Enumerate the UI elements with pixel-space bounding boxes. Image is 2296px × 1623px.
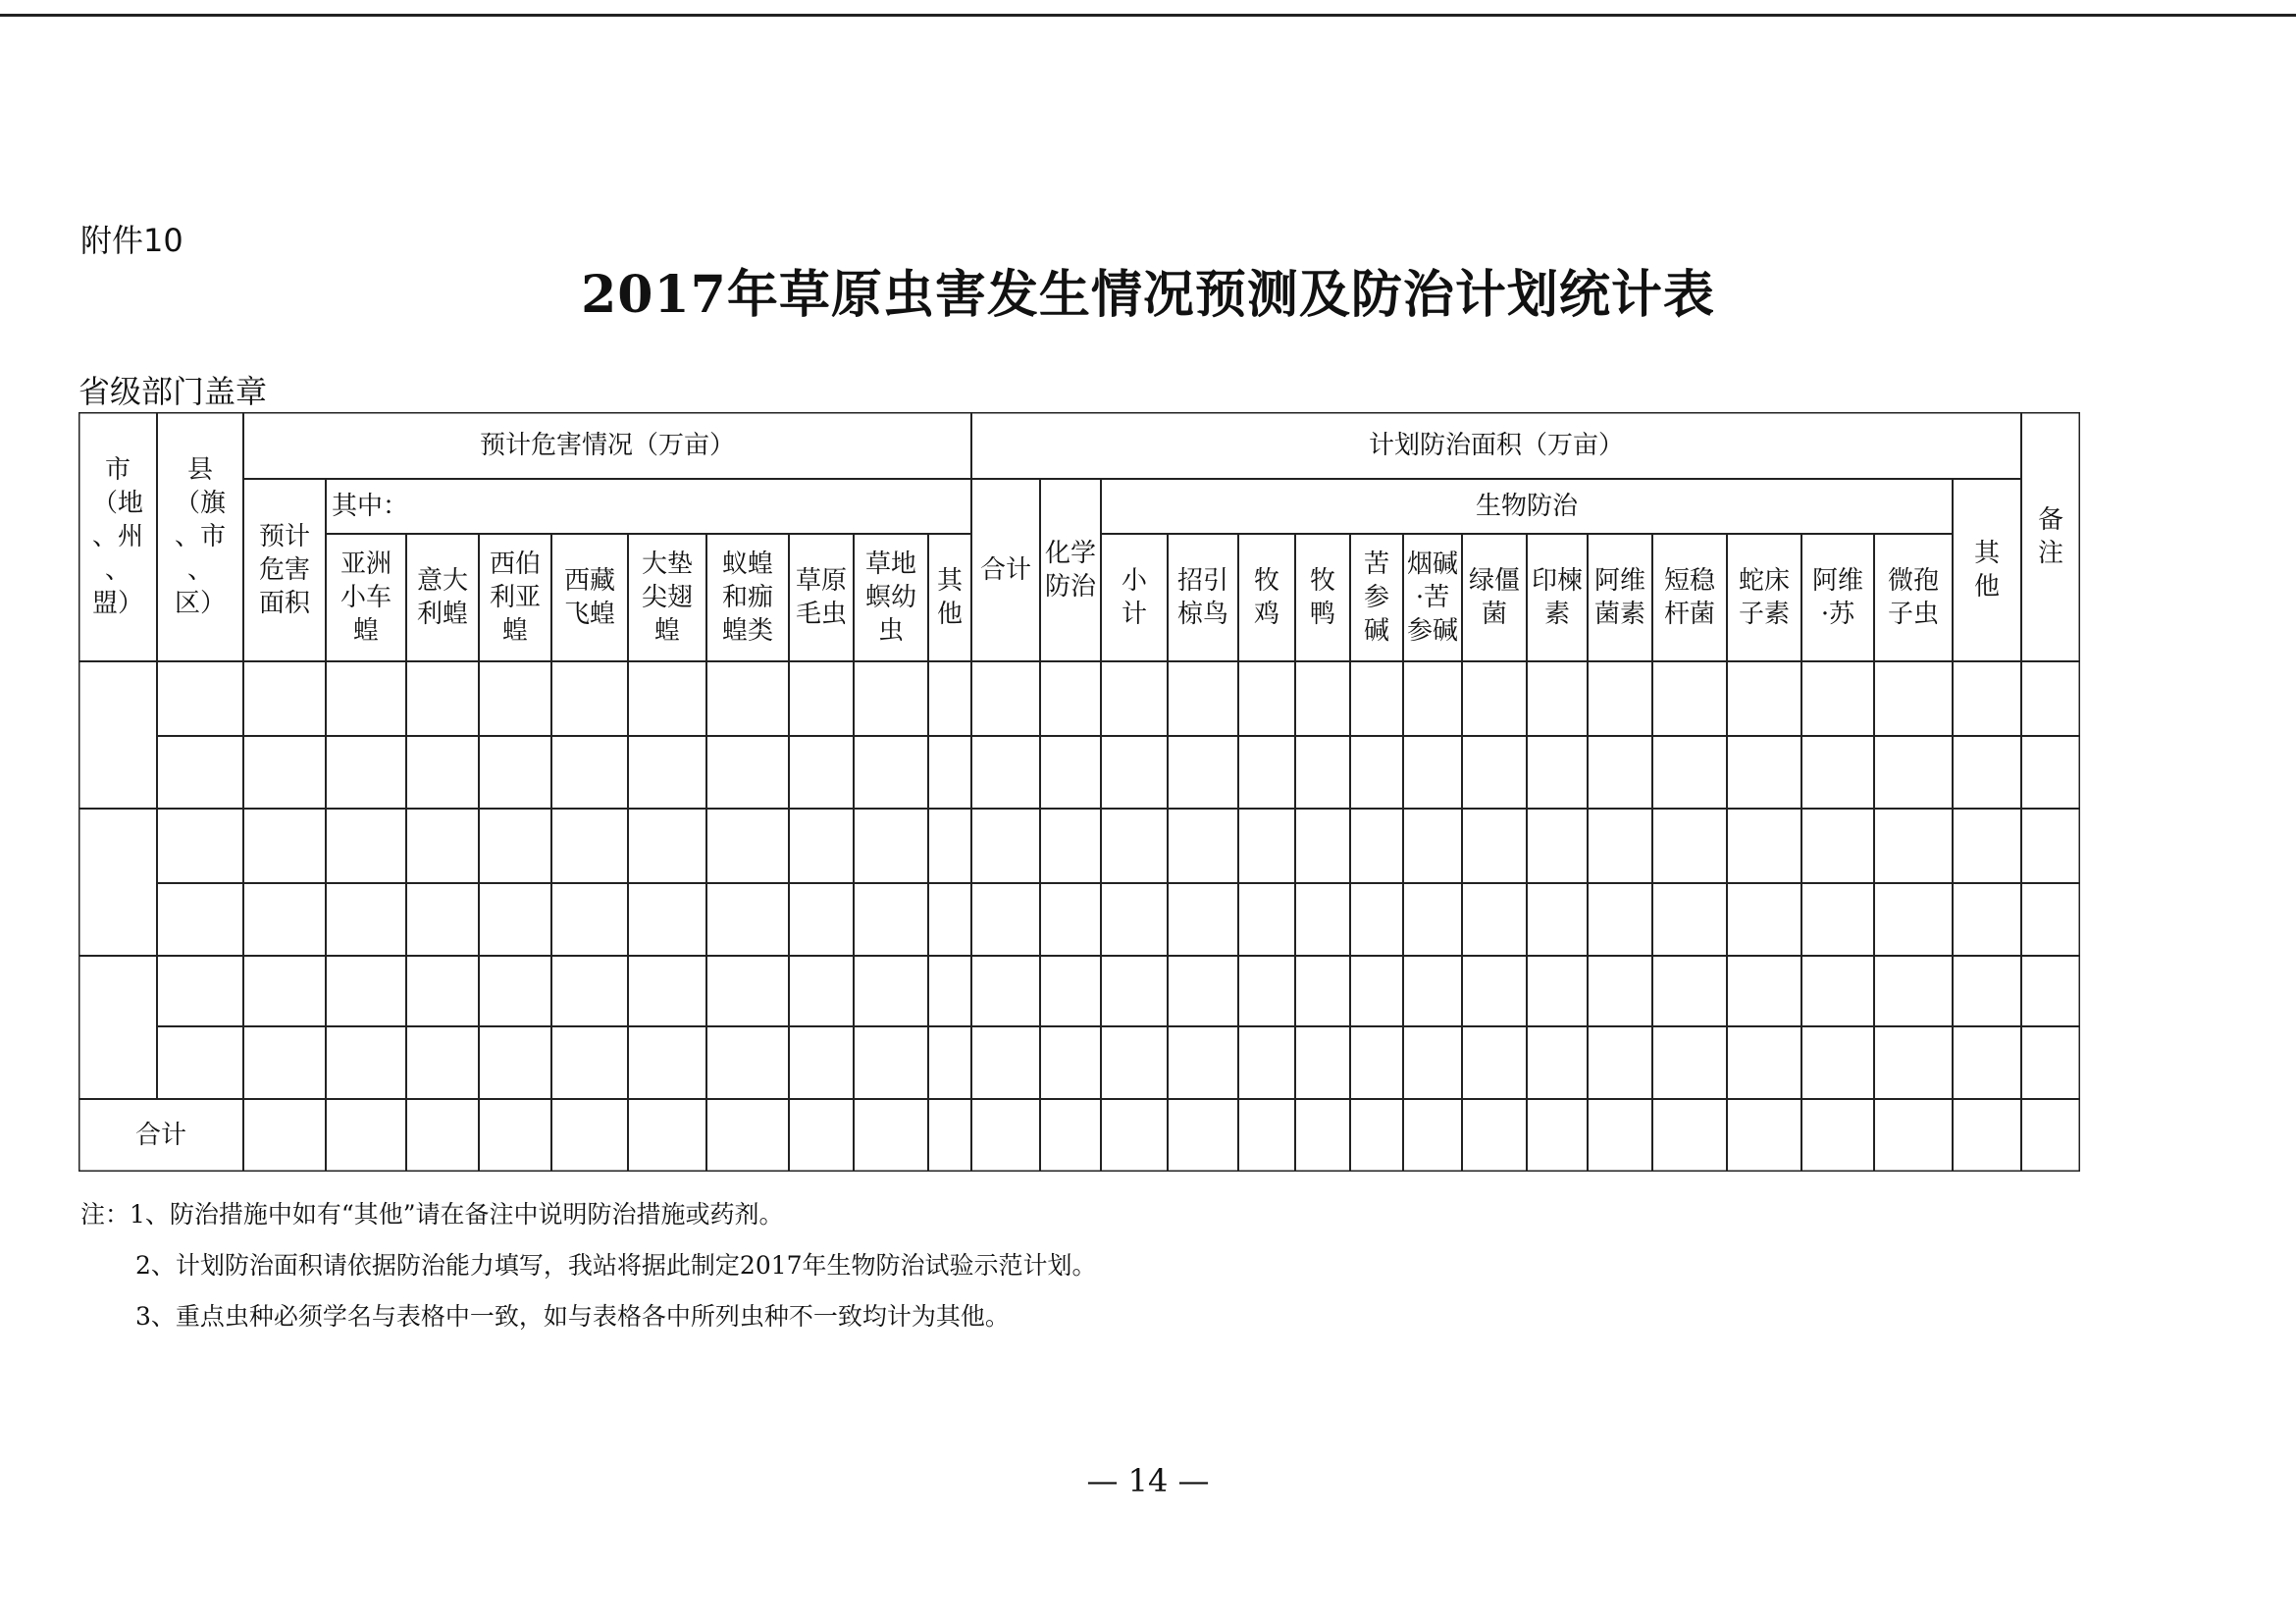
header-pest-8: 草地 螟幼 虫	[864, 550, 916, 646]
page-number: — 14 —	[1086, 1462, 1210, 1499]
header-pest-3: 西伯 利亚 蝗	[489, 550, 541, 646]
header-pest-2: 意大 利蝗	[416, 566, 468, 629]
header-pest-6: 蚁蝗 和痂 蝗类	[721, 550, 773, 646]
attachment-label: 附件10	[80, 222, 183, 259]
header-control-group: 计划防治面积（万亩）	[1368, 431, 1624, 460]
header-remarks: 备 注	[2037, 505, 2063, 568]
header-bio-12: 阿维 ·苏	[1811, 566, 1863, 629]
header-bio-2: 招引 椋鸟	[1176, 566, 1228, 629]
header-among: 其中：	[332, 492, 409, 521]
header-pest-9: 其 他	[936, 566, 963, 629]
header-bio-1: 小 计	[1121, 566, 1147, 629]
header-bio-5: 苦 参 碱	[1363, 550, 1389, 646]
header-bio-10: 短稳 杆菌	[1663, 566, 1715, 629]
header-chemical: 化学 防治	[1044, 539, 1096, 602]
header-control-total: 合计	[979, 555, 1031, 585]
header-bio-7: 绿僵 菌	[1468, 566, 1520, 629]
stamp-label: 省级部门盖章	[78, 373, 268, 410]
header-bio-4: 牧 鸭	[1309, 566, 1335, 629]
header-pest-7: 草原 毛虫	[795, 566, 847, 629]
header-pest-5: 大垫 尖翅 蝗	[641, 550, 693, 646]
header-pest-4: 西藏 飞蝗	[563, 566, 615, 629]
statistics-table	[78, 412, 2080, 1172]
header-bio-3: 牧 鸡	[1253, 566, 1279, 629]
top-rule	[0, 14, 2296, 17]
header-bio-8: 印楝 素	[1531, 566, 1583, 629]
note-3: 3、重点虫种必须学名与表格中一致，如与表格各中所列虫种不一致均计为其他。	[135, 1302, 1010, 1331]
header-bio-9: 阿维 菌素	[1593, 566, 1645, 629]
header-bio-11: 蛇床 子素	[1738, 566, 1790, 629]
header-damage-area: 预计 危害 面积	[258, 522, 310, 618]
header-county: 县 （旗 、市 、 区）	[174, 455, 226, 618]
note-1: 注：1、防治措施中如有“其他”请在备注中说明防治措施或药剂。	[80, 1200, 784, 1229]
header-damage-group: 预计危害情况（万亩）	[479, 431, 735, 460]
header-control-other: 其 他	[1973, 539, 2000, 602]
total-row-label: 合计	[134, 1121, 186, 1150]
header-bio-13: 微孢 子虫	[1887, 566, 1939, 629]
header-bio-6: 烟碱 ·苦 参碱	[1406, 550, 1458, 646]
note-2: 2、计划防治面积请依据防治能力填写，我站将据此制定2017年生物防治试验示范计划。	[135, 1251, 1097, 1280]
header-city: 市 （地 、州 、 盟）	[91, 455, 143, 618]
page-title: 2017年草原虫害发生情况预测及防治计划统计表	[581, 265, 1715, 325]
header-pest-1: 亚洲 小车 蝗	[339, 550, 391, 646]
notes	[80, 1189, 1097, 1342]
header-bio-group: 生物防治	[1475, 492, 1578, 521]
